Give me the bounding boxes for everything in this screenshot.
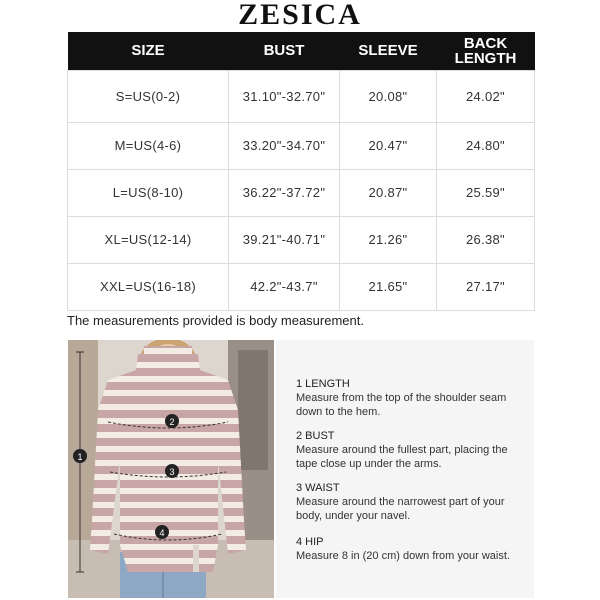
- step-bust: [296, 429, 531, 471]
- cell-size: XXL=US(16-18): [68, 263, 229, 310]
- cell-back-length: 24.02": [437, 70, 535, 122]
- svg-text:1: 1: [77, 452, 83, 462]
- step-waist: [296, 481, 531, 523]
- header-back-length: BACK LENGTH: [437, 32, 535, 70]
- step-desc: Measure around the fullest part, placing the tape close up under the arms.: [296, 444, 508, 470]
- header-bust: BUST: [229, 32, 340, 70]
- cell-bust: 36.22"-37.72": [229, 169, 340, 216]
- step-length: [296, 377, 531, 419]
- cell-sleeve: 20.47": [340, 122, 437, 169]
- step-title: 2 BUST: [296, 430, 335, 442]
- model-photo: [68, 340, 274, 598]
- cell-sleeve: 21.26": [340, 216, 437, 263]
- sweater-illustration: [68, 340, 274, 598]
- cell-size: S=US(0-2): [68, 70, 229, 122]
- svg-text:4: 4: [159, 528, 165, 538]
- step-desc: Measure around the narrowest part of your body, under your navel.: [296, 496, 505, 522]
- table-row: [68, 70, 535, 122]
- cell-sleeve: 21.65": [340, 263, 437, 310]
- cell-sleeve: 20.87": [340, 169, 437, 216]
- marker-hip: [155, 525, 169, 539]
- table-header-row: [68, 32, 535, 70]
- brand-logo: ZESICA: [238, 0, 362, 31]
- step-title: 4 HIP: [296, 536, 324, 548]
- step-desc: Measure 8 in (20 cm) down from your waist.: [296, 550, 510, 562]
- marker-bust: [165, 414, 179, 428]
- table-row: [68, 216, 535, 263]
- svg-text:2: 2: [169, 417, 175, 427]
- step-desc: Measure from the top of the shoulder seam down to the hem.: [296, 392, 507, 418]
- step-title: 3 WAIST: [296, 482, 340, 494]
- measurement-note: The measurements provided is body measurement.: [67, 313, 364, 328]
- table-row: [68, 169, 535, 216]
- header-size: SIZE: [68, 32, 229, 70]
- cell-back-length: 27.17": [437, 263, 535, 310]
- marker-waist: [165, 464, 179, 478]
- cell-size: M=US(4-6): [68, 122, 229, 169]
- cell-size: XL=US(12-14): [68, 216, 229, 263]
- table-row: [68, 122, 535, 169]
- cell-back-length: 25.59": [437, 169, 535, 216]
- marker-length: [73, 449, 87, 463]
- cell-bust: 39.21"-40.71": [229, 216, 340, 263]
- cell-back-length: 26.38": [437, 216, 535, 263]
- step-hip: [296, 535, 531, 563]
- cell-bust: 42.2"-43.7": [229, 263, 340, 310]
- measurement-instructions: [276, 340, 534, 598]
- svg-text:3: 3: [169, 467, 175, 477]
- header-sleeve: SLEEVE: [340, 32, 437, 70]
- cell-back-length: 24.80": [437, 122, 535, 169]
- cell-bust: 31.10"-32.70": [229, 70, 340, 122]
- size-chart-table: [67, 32, 535, 311]
- table-row: [68, 263, 535, 310]
- cell-sleeve: 20.08": [340, 70, 437, 122]
- cell-size: L=US(8-10): [68, 169, 229, 216]
- cell-bust: 33.20"-34.70": [229, 122, 340, 169]
- step-title: 1 LENGTH: [296, 378, 350, 390]
